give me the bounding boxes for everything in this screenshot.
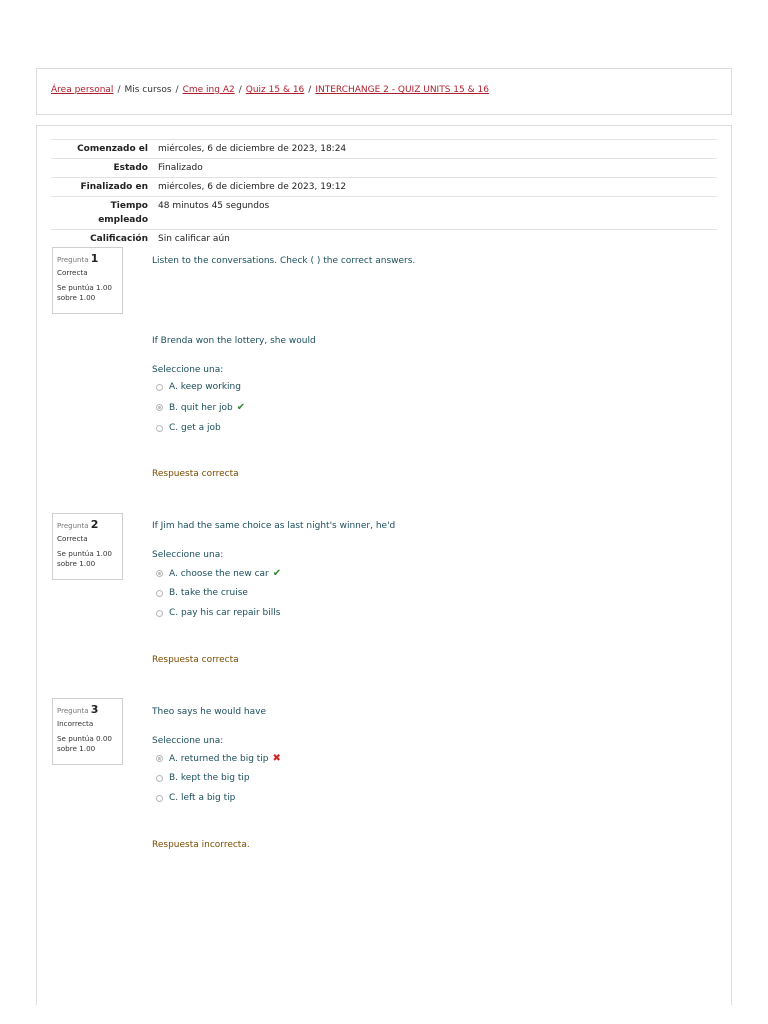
summary-label: Comenzado el: [77, 144, 148, 154]
question-text: If Brenda won the lottery, she would: [152, 336, 316, 346]
summary-value: miércoles, 6 de diciembre de 2023, 19:12: [158, 182, 347, 192]
answer-label: C. get a job: [169, 423, 221, 433]
answer-option[interactable]: [156, 793, 235, 803]
question-number: Pregunta 2: [57, 518, 99, 531]
attempt-summary-table: [51, 139, 717, 248]
summary-label: Calificación: [90, 234, 148, 244]
summary-row-finished: [51, 177, 717, 196]
checkmark-icon: ✔: [272, 568, 282, 579]
radio-button-selected[interactable]: [156, 404, 163, 411]
answer-label: C. left a big tip: [169, 793, 236, 803]
summary-row-state: [51, 158, 717, 177]
answer-label: B. kept the big tip: [169, 773, 250, 783]
radio-button[interactable]: [156, 795, 163, 802]
answer-prompt: Seleccione una:: [152, 550, 224, 560]
question-info-box: [52, 513, 123, 580]
question-number: Pregunta 3: [57, 703, 99, 716]
radio-button[interactable]: [156, 610, 163, 617]
breadcrumb-separator: /: [175, 85, 179, 95]
question-info-box: [52, 247, 123, 314]
checkmark-icon: ✔: [236, 402, 246, 413]
summary-value: Sin calificar aún: [158, 234, 230, 244]
question-grade: Se puntúa 1.00 sobre 1.00: [57, 549, 113, 568]
question-feedback: Respuesta correcta: [152, 469, 239, 479]
breadcrumb-separator: /: [238, 85, 242, 95]
question-grade: Se puntúa 0.00 sobre 1.00: [57, 734, 113, 753]
radio-button[interactable]: [156, 384, 163, 391]
question-state: Correcta: [57, 268, 88, 277]
answer-option[interactable]: [156, 423, 221, 433]
answer-option[interactable]: [156, 773, 250, 783]
summary-label: Finalizado en: [80, 182, 148, 192]
summary-value: miércoles, 6 de diciembre de 2023, 18:24: [158, 144, 347, 154]
answer-option[interactable]: [156, 588, 248, 598]
radio-button[interactable]: [156, 425, 163, 432]
radio-button-selected[interactable]: [156, 570, 163, 577]
question-number: Pregunta 1: [57, 252, 99, 265]
radio-button-selected[interactable]: [156, 755, 163, 762]
answer-option[interactable]: [156, 753, 281, 764]
answer-label: A. keep working: [169, 382, 241, 392]
answer-option[interactable]: [156, 382, 241, 392]
summary-label: Estado: [113, 163, 148, 173]
question-intro: Listen to the conversations. Check ( ) the correct answers.: [152, 256, 416, 266]
summary-value: 48 minutos 45 segundos: [158, 201, 270, 211]
breadcrumb-section-link[interactable]: Quiz 15 & 16: [245, 85, 305, 95]
answer-option[interactable]: [156, 402, 245, 413]
summary-label: Tiempo empleado: [98, 201, 148, 225]
breadcrumb-quiz-link[interactable]: INTERCHANGE 2 - QUIZ UNITS 15 & 16: [315, 85, 489, 95]
breadcrumb-my-courses: Mis cursos: [124, 85, 172, 95]
summary-row-started: [51, 139, 717, 158]
answer-label: A. returned the big tip: [169, 753, 269, 764]
question-grade: Se puntúa 1.00 sobre 1.00: [57, 283, 113, 302]
answer-prompt: Seleccione una:: [152, 736, 224, 746]
answer-option[interactable]: [156, 608, 280, 618]
breadcrumb-course-link[interactable]: Cme ing A2: [182, 85, 235, 95]
answer-prompt: Seleccione una:: [152, 365, 224, 375]
summary-row-time-taken: [51, 196, 717, 229]
question-feedback: Respuesta correcta: [152, 655, 239, 665]
answer-label: B. take the cruise: [169, 588, 248, 598]
answer-label: A. choose the new car: [169, 568, 269, 579]
breadcrumb-home-link[interactable]: Área personal: [51, 85, 114, 95]
summary-row-grade: [51, 229, 717, 248]
breadcrumb-separator: /: [117, 85, 121, 95]
question-state: Incorrecta: [57, 719, 94, 728]
question-text: If Jim had the same choice as last night's winner, he'd: [152, 521, 396, 531]
breadcrumb: [51, 85, 489, 95]
radio-button[interactable]: [156, 775, 163, 782]
question-text: Theo says he would have: [152, 707, 267, 717]
breadcrumb-separator: /: [308, 85, 312, 95]
answer-label: C. pay his car repair bills: [169, 608, 281, 618]
cross-icon: ✖: [272, 753, 281, 764]
summary-value: Finalizado: [158, 163, 203, 173]
radio-button[interactable]: [156, 590, 163, 597]
answer-label: B. quit her job: [169, 402, 233, 413]
question-info-box: [52, 698, 123, 765]
answer-option[interactable]: [156, 568, 281, 579]
question-feedback: Respuesta incorrecta.: [152, 840, 250, 850]
question-state: Correcta: [57, 534, 88, 543]
